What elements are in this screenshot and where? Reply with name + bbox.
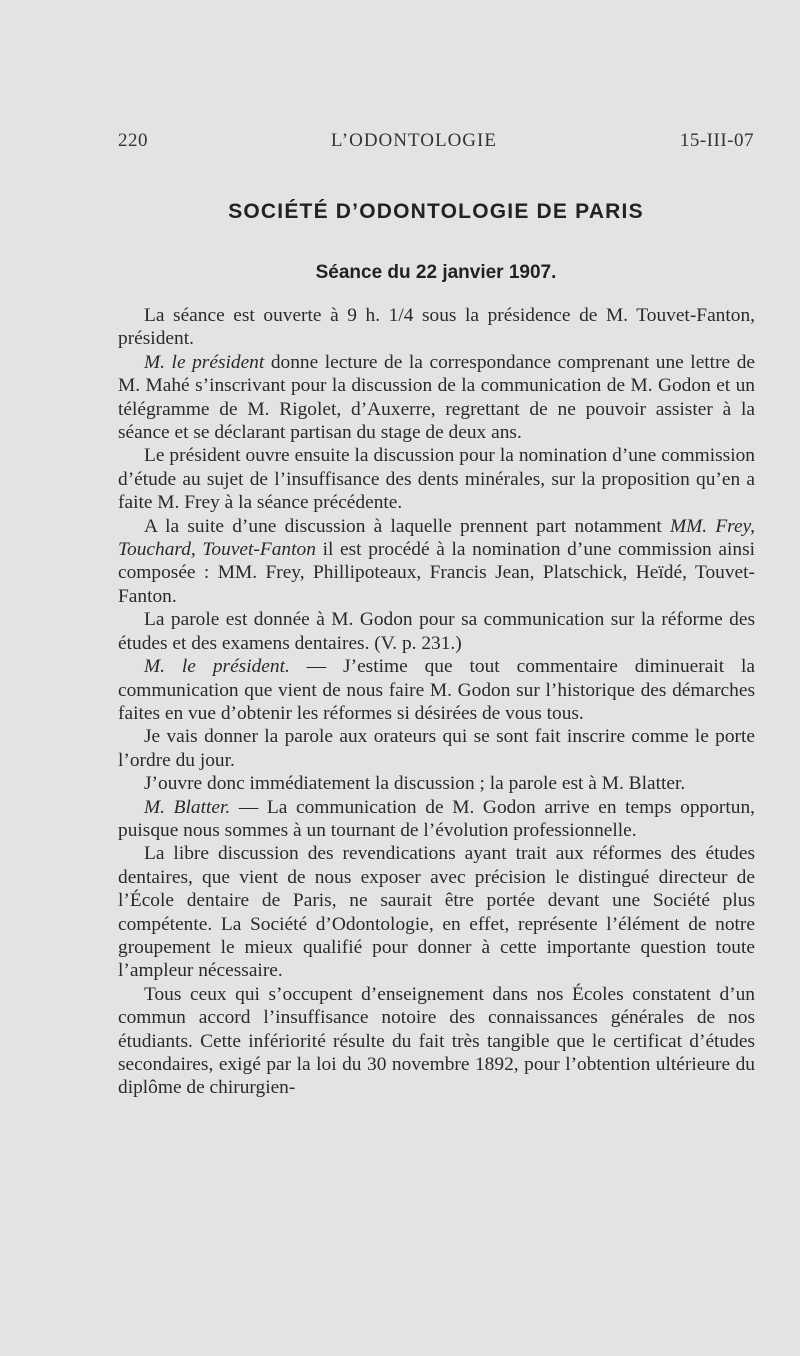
society-title: SOCIÉTÉ D’ODONTOLOGIE DE PARIS <box>228 200 644 223</box>
paragraph-text: Tous ceux qui s’occupent d’enseignement dans nos Écoles constatent d’un commun accord l’insuffisance notoire des connaissances générales de nos étudiants. Cette infériorité résulte du fait très tangible que le certificat d’études secondaires, exigé par la loi du 30 novembre 1892, pour l’obtention ultérieure du diplôme de chirurgien- <box>118 983 755 1099</box>
minutes-body <box>118 304 755 1100</box>
speaker-name: MM. Frey, Touchard, Touvet-Fanton <box>118 515 755 561</box>
session-heading: Séance du 22 janvier 1907. <box>315 262 557 283</box>
speaker-name: M. le président <box>144 351 265 373</box>
paragraph <box>118 444 755 514</box>
speaker-name: M. Blatter. <box>144 796 231 818</box>
paragraph-text: Le président ouvre ensuite la discussion pour la nomination d’une commission d’étude au sujet de l’insuffisance des dents minérales, sur la proposition qu’en a faite M. Frey à la séance précédente. <box>118 445 755 514</box>
paragraph <box>118 796 755 843</box>
paragraph <box>118 304 755 351</box>
paragraph-text: La parole est donnée à M. Godon pour sa communication sur la réforme des études et des examens dentaires. (V. p. 231.) <box>118 609 755 654</box>
paragraph <box>118 655 755 725</box>
paragraph <box>118 983 755 1100</box>
running-header <box>118 130 754 152</box>
paragraph <box>118 842 755 982</box>
paragraph-text: La libre discussion des revendications ayant trait aux réformes des études dentaires, que vient de nous exposer avec précision le distingué directeur de l’École dentaire de Paris, ne saurait être portée devant une Société plus compétente. La Société d’Odontologie, en effet, représente l’élément de notre groupement le mieux qualifié pour donner à cette importante question toute l’ampleur nécessaire. <box>118 843 755 982</box>
page-number: 220 <box>118 130 148 151</box>
paragraph <box>118 772 755 795</box>
paragraph-text: Je vais donner la parole aux orateurs qui se sont fait inscrire comme le porte l’ordre du jour. <box>118 726 755 771</box>
paragraph <box>118 351 755 445</box>
journal-title: L’ODONTOLOGIE <box>330 130 497 151</box>
issue-date: 15-III-07 <box>679 130 754 151</box>
paragraph-text: donne lecture de la correspondance comprenant une lettre de M. Mahé s’inscrivant pour la discussion de la communication de M. Godon et un télégramme de M. Rigolet, d’Auxerre, regrettant de ne pouvoir assister à la séance et se déclarant partisan du stage de deux ans. <box>118 351 755 444</box>
paragraph <box>118 608 755 655</box>
paragraph-text: J’ouvre donc immédiatement la discussion ; la parole est à M. Blatter. <box>144 773 686 795</box>
paragraph <box>118 725 755 772</box>
paragraph <box>118 515 755 609</box>
speaker-name: M. le président. <box>144 656 290 678</box>
paragraph-text: — La communication de M. Godon arrive en temps opportun, puisque nous sommes à un tournant de l’évolution professionnelle. <box>118 796 755 841</box>
paragraph-text: il est procédé à la nomination d’une commission ainsi composée : MM. Frey, Phillipoteaux, Francis Jean, Platschick, Heïdé, Touvet-Fanton. <box>118 539 756 607</box>
paragraph-text: A la suite d’une discussion à laquelle prennent part notamment <box>144 515 670 537</box>
paragraph-text: — J’estime que tout commentaire diminuerait la communication que vient de nous faire M. Godon sur l’historique des démarches faites en vue d’obtenir les réformes si désirées de vous tous. <box>118 656 756 724</box>
paragraph-text: La séance est ouverte à 9 h. 1/4 sous la présidence de M. Touvet-Fanton, président. <box>118 305 755 350</box>
